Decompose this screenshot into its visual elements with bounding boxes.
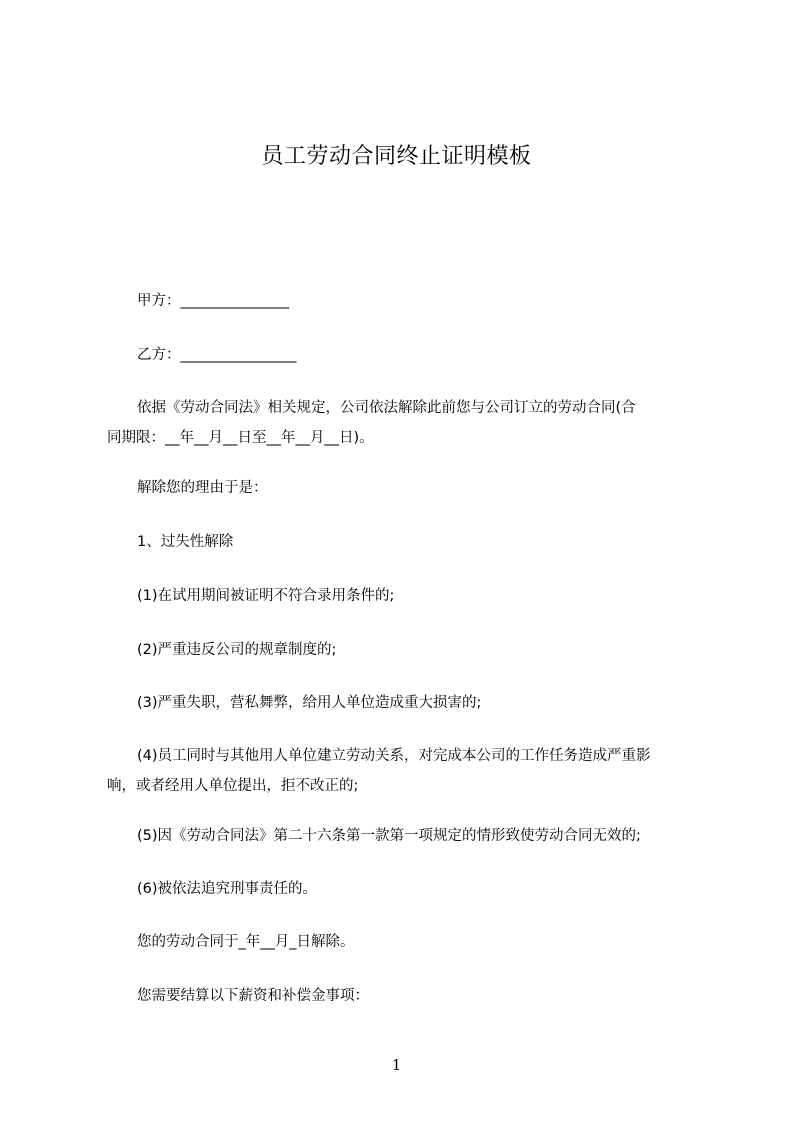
- reason-item-1: (1)在试用期间被证明不符合录用条件的;: [137, 588, 395, 604]
- category-1-heading: 1、过失性解除: [137, 534, 234, 550]
- intro-paragraph: [107, 393, 717, 453]
- intro-line-1: 依据《劳动合同法》相关规定，公司依法解除此前您与公司订立的劳动合同(合: [137, 400, 636, 416]
- reason-item-4-line-1: (4)员工同时与其他用人单位建立劳动关系，对完成本公司的工作任务造成严重影: [137, 748, 651, 764]
- reason-item-3: (3)严重失职，营私舞弊，给用人单位造成重大损害的;: [137, 695, 482, 711]
- party-b-line: 乙方：________________: [137, 347, 297, 363]
- reason-item-4: [107, 741, 717, 801]
- reason-item-4-line-2: 响，或者经用人单位提出，拒不改正的;: [107, 778, 359, 794]
- settlement-heading: 您需要结算以下薪资和补偿金事项：: [137, 988, 369, 1004]
- document-title: 员工劳动合同终止证明模板: [261, 144, 532, 169]
- page-number: 1: [391, 1056, 402, 1074]
- party-a-line: 甲方：_______________: [137, 293, 290, 309]
- termination-date-line: 您的劳动合同于_年__月_日解除。: [137, 934, 355, 950]
- reason-item-6: (6)被依法追究刑事责任的。: [137, 881, 318, 897]
- intro-line-2: 同期限：__年__月__日至__年__月__日)。: [107, 430, 374, 446]
- reason-item-2: (2)严重违反公司的规章制度的;: [137, 642, 337, 658]
- reason-heading: 解除您的理由于是：: [137, 480, 268, 496]
- reason-item-5: (5)因《劳动合同法》第二十六条第一款第一项规定的情形致使劳动合同无效的;: [137, 828, 641, 844]
